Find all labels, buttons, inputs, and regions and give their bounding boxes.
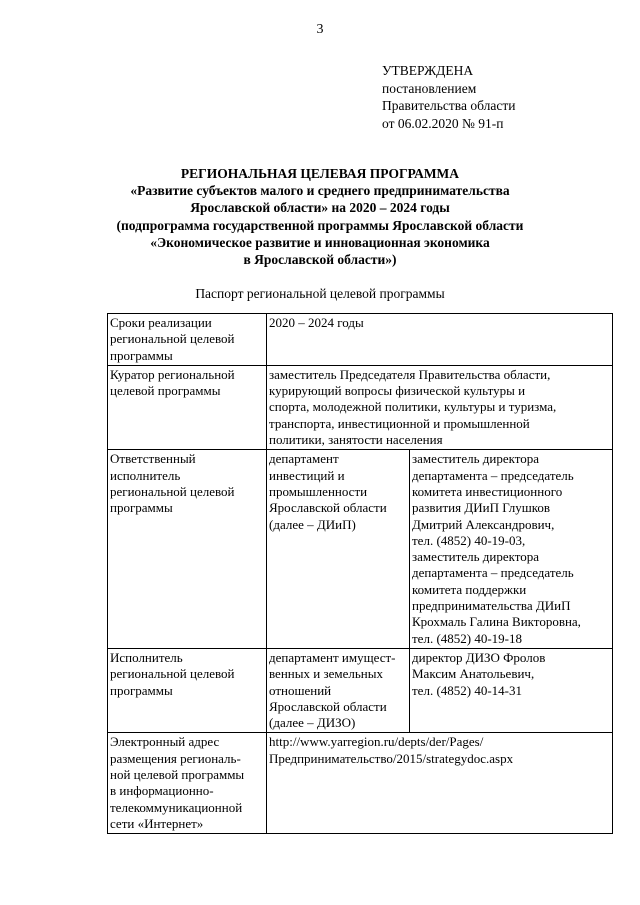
passport-table [107,313,613,834]
title-line: (подпрограмма государственной программы Ярославской области [116,217,524,233]
title-line: «Экономическое развитие и инновационная экономика [150,234,490,250]
approval-line: от 06.02.2020 № 91-п [382,115,504,131]
title-line: РЕГИОНАЛЬНАЯ ЦЕЛЕВАЯ ПРОГРАММА [180,166,460,181]
row-label: Электронный адрес размещения региональ- ной целевой программы в информационно- телекоммуникационной сети «Интернет» [108,733,267,834]
approval-stamp [382,62,515,132]
row-label: Сроки реализации региональной целевой программы [108,314,267,366]
approval-line: постановлением [382,80,477,96]
title-line: «Развитие субъектов малого и среднего предпринимательства [130,183,510,199]
row-label: Куратор региональной целевой программы [108,365,267,449]
row-organization: департамент имущест- венных и земельных отношений Ярославской области (далее – ДИЗО) [267,648,410,732]
approval-line: УТВЕРЖДЕНА [382,63,474,78]
website-link[interactable]: http://www.yarregion.ru/depts/der/Pages/ Предпринимательство/2015/strategydoc.aspx [267,733,613,834]
page-number: 3 [316,22,324,37]
passport-title: Паспорт региональной целевой программы [195,286,445,301]
table-row [108,733,613,834]
document-title [0,165,640,268]
row-organization: департамент инвестиций и промышленности Ярославской области (далее – ДИиП) [267,450,410,649]
table-row [108,365,613,449]
row-contacts: директор ДИЗО Фролов Максим Анатольевич, тел. (4852) 40-14-31 [410,648,613,732]
title-line: Ярославской области» на 2020 – 2024 годы [190,200,450,216]
row-label: Ответственный исполнитель региональной целевой программы [108,450,267,649]
row-contacts: заместитель директора департамента – председатель комитета инвестиционного развития ДИиП Глушков Дмитрий Александрович, тел. (4852) 40-19-03, заместитель директора департамента – председатель комитета поддержки предпринимательства ДИиП Крохмаль Галина Викторовна, тел. (4852) 40-19-18 [410,450,613,649]
table-row [108,450,613,649]
row-label: Исполнитель региональной целевой программы [108,648,267,732]
table-row [108,648,613,732]
row-value: заместитель Председателя Правительства области, курирующий вопросы физической культуры и спорта, молодежной политики, культуры и туризма, транспорта, инвестиционной и промышленной политики, занятости населения [267,365,613,449]
row-value: 2020 – 2024 годы [267,314,613,366]
approval-line: Правительства области [382,98,516,113]
title-line: в Ярославской области») [243,252,397,268]
table-row [108,314,613,366]
